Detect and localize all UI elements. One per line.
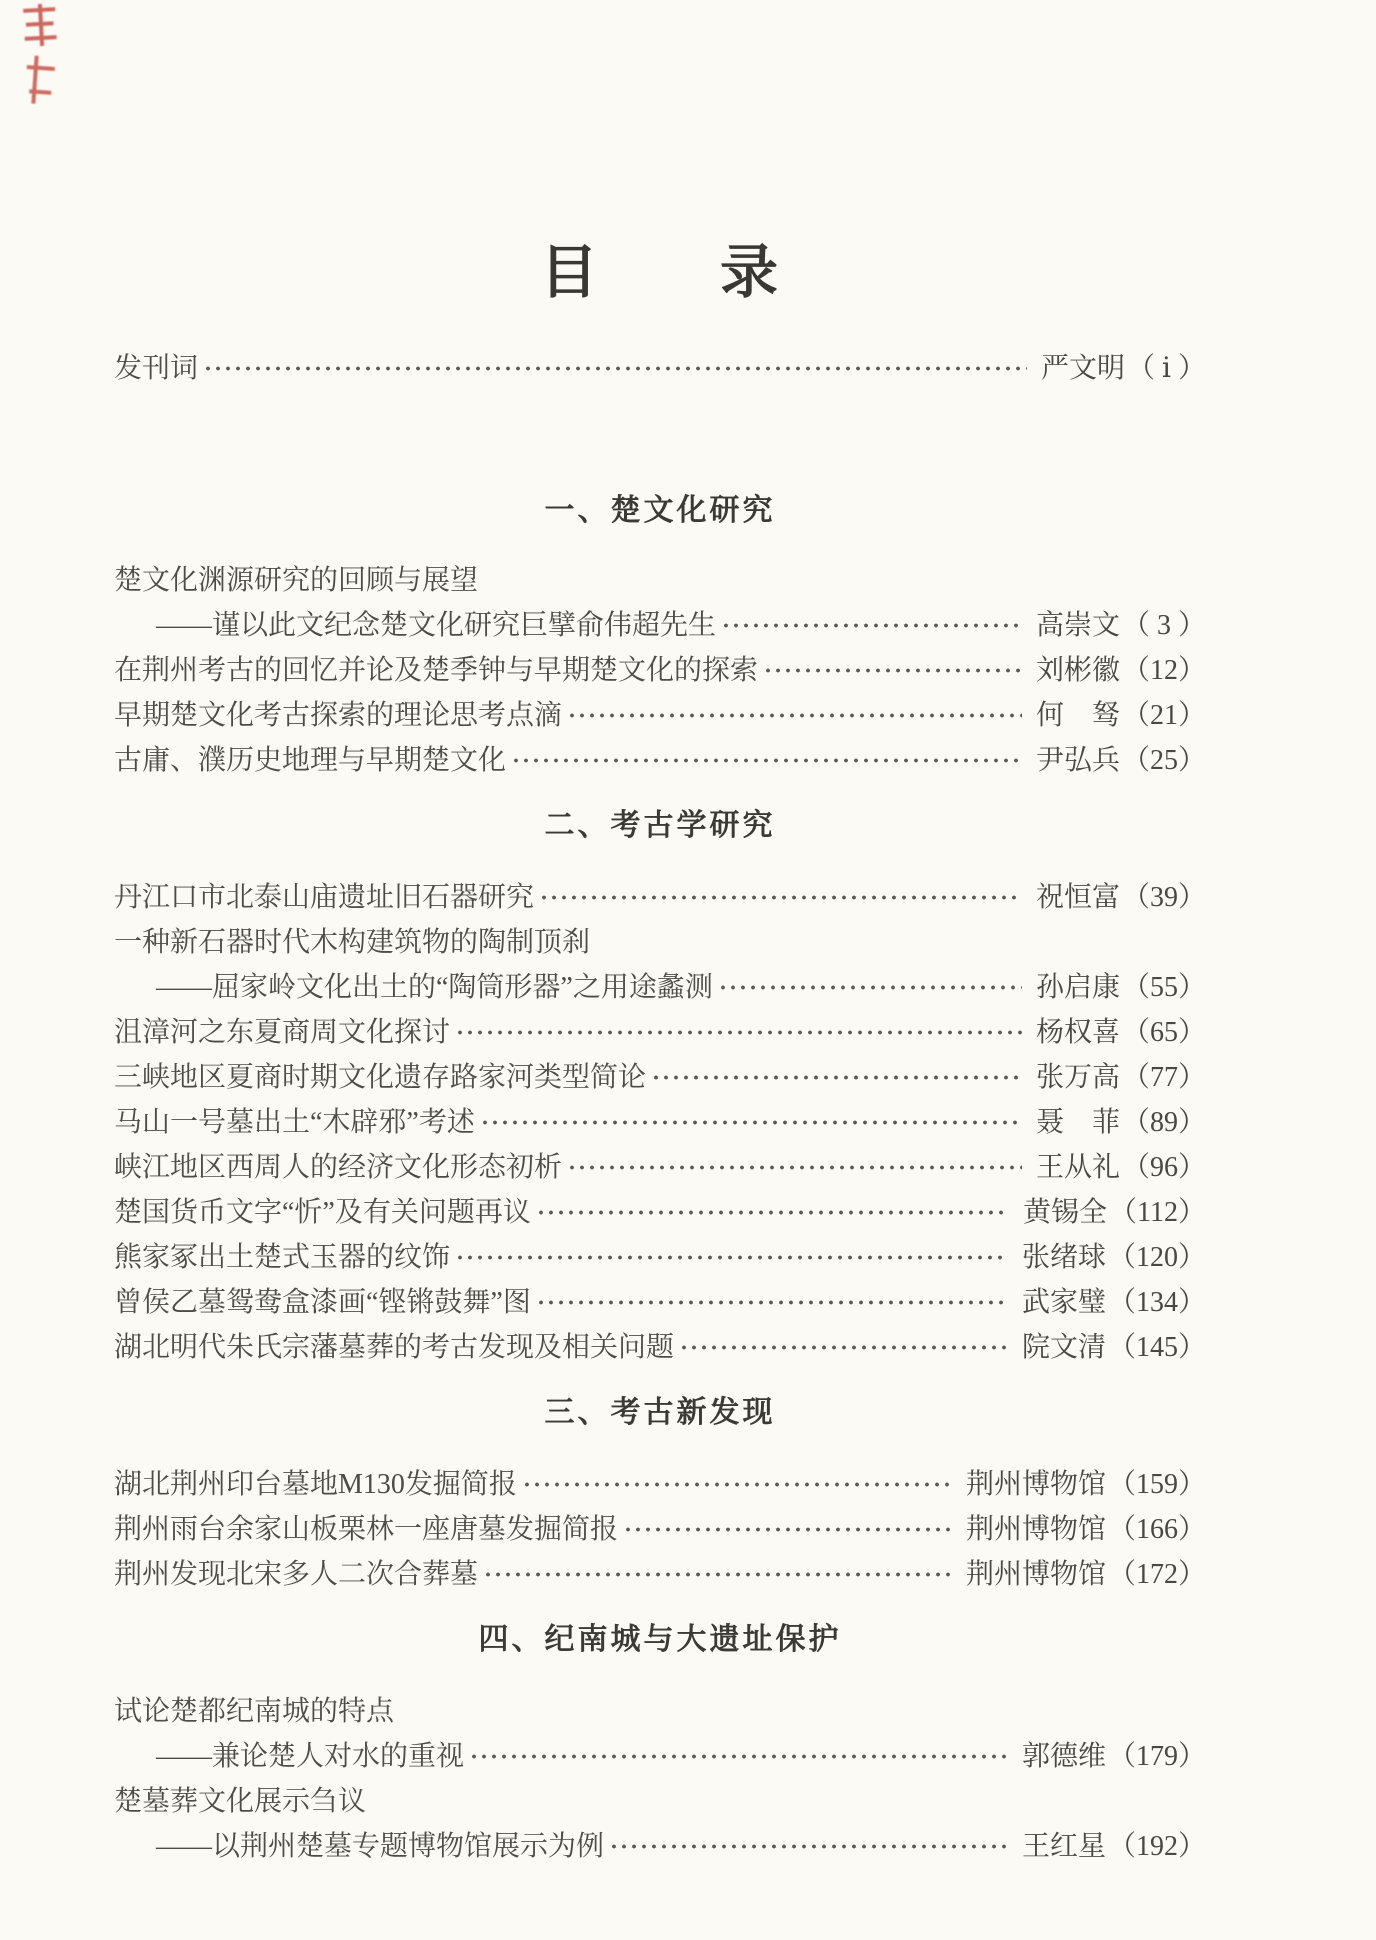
- toc-entry-title: 三峡地区夏商时期文化遗存路家河类型简论: [114, 1062, 647, 1093]
- dot-leader: [511, 738, 1022, 783]
- dot-leader: [455, 1010, 1022, 1055]
- dot-leader: [609, 1824, 1008, 1869]
- dot-leader: [718, 965, 1022, 1010]
- toc-entry-line: [114, 1779, 1206, 1824]
- toc-entry: [114, 1325, 1206, 1370]
- toc-author: [966, 1552, 1206, 1597]
- toc-author-name: 郭德维: [1021, 1741, 1106, 1772]
- toc-entry-title: 曾侯乙墓鸳鸯盒漆画“铿锵鼓舞”图: [114, 1287, 531, 1318]
- toc-entry: [114, 1507, 1206, 1552]
- toc-entry-line: [114, 738, 1206, 783]
- toc-entry-title: 马山一号墓出土“木辟邪”考述: [114, 1107, 475, 1138]
- toc-entry-line: [114, 1280, 1206, 1325]
- dot-leader: [536, 1280, 1008, 1325]
- toc-entry-line: [114, 1145, 1206, 1190]
- toc-entry-line: [114, 875, 1206, 920]
- dot-leader: [483, 1552, 952, 1597]
- toc-entry-title: 荆州发现北宋多人二次合葬墓: [114, 1559, 479, 1590]
- toc-author-name: 荆州博物馆: [965, 1514, 1106, 1545]
- toc-author-name: 孙启康: [1035, 972, 1120, 1003]
- toc-entry-title: 楚国货币文字“忻”及有关问题再议: [114, 1197, 531, 1228]
- toc-entry-line: [114, 1010, 1206, 1055]
- toc-entry-title: 楚墓葬文化展示刍议: [114, 1786, 367, 1817]
- toc-author-name: 严文明: [1041, 353, 1126, 384]
- section-heading: 三、考古新发现: [544, 1395, 776, 1430]
- toc-entry: [114, 1145, 1206, 1190]
- toc-entry-line: [114, 603, 1206, 648]
- red-ink-artifact: [23, 3, 57, 47]
- toc-content: [114, 238, 1206, 1869]
- toc-entry: [114, 693, 1206, 738]
- dot-leader: [721, 603, 1022, 648]
- toc-entry: [114, 558, 1206, 648]
- toc-entry: [114, 1235, 1206, 1280]
- toc-page-number: （172）: [1107, 1559, 1206, 1590]
- toc-entry: [114, 1010, 1206, 1055]
- toc-author-name: 尹弘兵: [1035, 745, 1120, 776]
- toc-author-name: 张万高: [1035, 1062, 1120, 1093]
- toc-author: [1036, 965, 1206, 1010]
- toc-author-name: 王红星: [1021, 1831, 1106, 1862]
- toc-entry: [114, 1055, 1206, 1100]
- toc-entry-line: [114, 1100, 1206, 1145]
- toc-page-number: （39）: [1121, 882, 1206, 913]
- toc-author: [966, 1507, 1206, 1552]
- toc-entry-title: 在荆州考古的回忆并论及楚季钟与早期楚文化的探索: [114, 655, 759, 686]
- toc-entry-line: [114, 920, 1206, 965]
- toc-entry-title: ——兼论楚人对水的重视: [156, 1741, 465, 1772]
- toc-author-name: 聂 菲: [1035, 1107, 1120, 1138]
- toc-author-name: 何 驽: [1035, 700, 1120, 731]
- section-heading: 四、纪南城与大遗址保护: [478, 1622, 842, 1657]
- dot-leader: [679, 1325, 1008, 1370]
- toc-entry-line: [114, 558, 1206, 603]
- dot-leader: [651, 1055, 1022, 1100]
- toc-entry-line: [114, 1190, 1206, 1235]
- toc-author-name: 荆州博物馆: [965, 1469, 1106, 1500]
- toc-author: [966, 1462, 1206, 1507]
- toc-author: [1036, 1100, 1206, 1145]
- toc-entry-title: 古庸、濮历史地理与早期楚文化: [114, 745, 507, 776]
- toc-page-number: （192）: [1107, 1831, 1206, 1862]
- dot-leader: [567, 1145, 1022, 1190]
- toc-page-number: （166）: [1107, 1514, 1206, 1545]
- toc-author-name: 杨权喜: [1035, 1017, 1120, 1048]
- toc-page-number: （65）: [1121, 1017, 1206, 1048]
- toc-entry-line: [114, 1462, 1206, 1507]
- toc-entry-title: 发刊词: [114, 353, 199, 384]
- toc-author: [1036, 603, 1206, 648]
- dot-leader: [469, 1734, 1008, 1779]
- toc-entry: [114, 1280, 1206, 1325]
- dot-leader: [203, 346, 1027, 391]
- toc-page-number: （112）: [1109, 1197, 1206, 1228]
- toc-page-number: （77）: [1121, 1062, 1206, 1093]
- toc-author: [1036, 1010, 1206, 1055]
- toc-entry-line: [114, 1325, 1206, 1370]
- toc-page-number: （159）: [1107, 1469, 1206, 1500]
- toc-entry-title: ——屈家岭文化出土的“陶筒形器”之用途蠡测: [156, 972, 713, 1003]
- toc-author-name: 黄锡全: [1023, 1197, 1108, 1228]
- toc-author-name: 武家璧: [1021, 1287, 1106, 1318]
- toc-entry-line: [114, 965, 1206, 1010]
- dot-leader: [522, 1462, 952, 1507]
- toc-entry-line: [114, 1552, 1206, 1597]
- toc-author-name: 高崇文: [1035, 610, 1120, 641]
- toc-entry-title: 峡江地区西周人的经济文化形态初析: [114, 1152, 563, 1183]
- dot-leader: [455, 1235, 1008, 1280]
- toc-page-number: （96）: [1121, 1152, 1206, 1183]
- toc-author-name: 院文清: [1021, 1332, 1106, 1363]
- toc-entry: [114, 875, 1206, 920]
- toc-entry: [114, 738, 1206, 783]
- toc-author: [1022, 1235, 1206, 1280]
- dot-leader: [763, 648, 1022, 693]
- toc-list: [114, 346, 1206, 1869]
- toc-page-number: （179）: [1107, 1741, 1206, 1772]
- toc-entry-title: 楚文化渊源研究的回顾与展望: [114, 565, 479, 596]
- toc-entry-title: 湖北荆州印台墓地M130发掘简报: [114, 1469, 517, 1500]
- toc-author: [1023, 1190, 1206, 1235]
- toc-page-number: （12）: [1121, 655, 1206, 686]
- toc-entry: [114, 1100, 1206, 1145]
- toc-entry-title: 试论楚都纪南城的特点: [114, 1696, 395, 1727]
- toc-entry-title: 湖北明代朱氏宗藩墓葬的考古发现及相关问题: [114, 1332, 675, 1363]
- toc-entry-line: [114, 648, 1206, 693]
- toc-author-name: 祝恒富: [1035, 882, 1120, 913]
- red-ink-artifact: [24, 55, 55, 105]
- toc-page-number: （ ⅰ ）: [1127, 353, 1206, 384]
- toc-entry-title: 沮漳河之东夏商周文化探讨: [114, 1017, 451, 1048]
- toc-entry: [114, 1689, 1206, 1779]
- toc-entry-title: 丹江口市北泰山庙遗址旧石器研究: [114, 882, 535, 913]
- toc-author: [1041, 346, 1206, 391]
- toc-author: [1022, 1280, 1206, 1325]
- toc-entry-line: [114, 346, 1206, 391]
- toc-author-name: 张绪球: [1021, 1242, 1106, 1273]
- toc-page-number: （21）: [1121, 700, 1206, 731]
- page-title: 目 录: [539, 240, 780, 305]
- toc-author: [1036, 1055, 1206, 1100]
- toc-entry-title: 一种新石器时代木构建筑物的陶制顶刹: [114, 927, 591, 958]
- toc-page-number: （145）: [1107, 1332, 1206, 1363]
- dot-leader: [623, 1507, 952, 1552]
- toc-entry-line: [114, 1055, 1206, 1100]
- toc-author: [1022, 1734, 1206, 1779]
- toc-entry: [114, 1552, 1206, 1597]
- toc-page-number: （55）: [1121, 972, 1206, 1003]
- toc-entry-title: 早期楚文化考古探索的理论思考点滴: [114, 700, 563, 731]
- toc-entry-title: ——以荆州楚墓专题博物馆展示为例: [156, 1831, 605, 1862]
- toc-author: [1022, 1325, 1206, 1370]
- toc-entry: [114, 920, 1206, 1010]
- toc-author: [1036, 875, 1206, 920]
- toc-page-number: （134）: [1107, 1287, 1206, 1318]
- toc-entry-line: [114, 1507, 1206, 1552]
- toc-author: [1022, 1824, 1206, 1869]
- toc-page-number: （ 3 ）: [1121, 610, 1206, 641]
- toc-author-name: 荆州博物馆: [965, 1559, 1106, 1590]
- dot-leader: [536, 1190, 1009, 1235]
- toc-entry-line: [114, 1235, 1206, 1280]
- section-heading: 二、考古学研究: [544, 808, 776, 843]
- dot-leader: [480, 1100, 1022, 1145]
- dot-leader: [567, 693, 1022, 738]
- toc-author-name: 王从礼: [1035, 1152, 1120, 1183]
- toc-page-number: （25）: [1121, 745, 1206, 776]
- toc-author: [1036, 648, 1206, 693]
- toc-author: [1036, 738, 1206, 783]
- toc-entry-line: [114, 1734, 1206, 1779]
- toc-entry-line: [114, 693, 1206, 738]
- toc-entry-title: 熊家冢出土楚式玉器的纹饰: [114, 1242, 451, 1273]
- toc-author: [1036, 693, 1206, 738]
- section-heading: 一、楚文化研究: [544, 493, 776, 528]
- toc-entry: [114, 648, 1206, 693]
- toc-entry-title: 荆州雨台余家山板栗林一座唐墓发掘简报: [114, 1514, 619, 1545]
- toc-entry-line: [114, 1689, 1206, 1734]
- toc-entry: [114, 346, 1206, 391]
- toc-author: [1036, 1145, 1206, 1190]
- dot-leader: [539, 875, 1022, 920]
- toc-page-number: （120）: [1107, 1242, 1206, 1273]
- toc-entry: [114, 1190, 1206, 1235]
- toc-entry: [114, 1779, 1206, 1869]
- toc-entry-title: ——谨以此文纪念楚文化研究巨擘俞伟超先生: [156, 610, 717, 641]
- toc-author-name: 刘彬徽: [1035, 655, 1120, 686]
- toc-page-number: （89）: [1121, 1107, 1206, 1138]
- toc-entry-line: [114, 1824, 1206, 1869]
- toc-entry: [114, 1462, 1206, 1507]
